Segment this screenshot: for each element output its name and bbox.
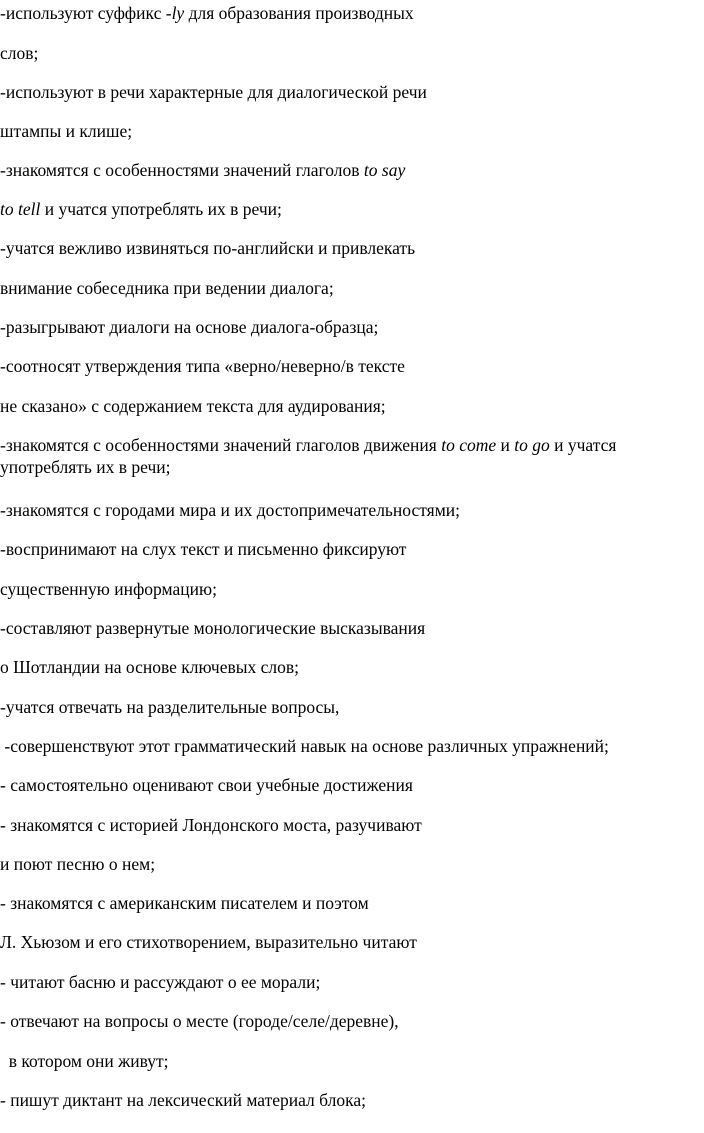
list-item: -учатся отвечать на разделительные вопросы, — [0, 697, 340, 717]
list-item: - знакомятся с историей Лондонского моста, разучивают — [0, 815, 422, 835]
list-item: - пишут диктант на лексический материал блока; — [0, 1090, 366, 1110]
list-item: -знакомятся с особенностями значений глаголов движения to come и to go и учатся употреблять их в речи; — [0, 435, 617, 477]
list-item: to tell и учатся употреблять их в речи; — [0, 199, 282, 219]
list-item: слов; — [0, 43, 39, 63]
list-item: и поют песню о нем; — [0, 854, 156, 874]
list-item: - знакомятся с американским писателем и поэтом — [0, 893, 369, 913]
list-item: -совершенствуют этот грамматический навык на основе различных упражнений; — [0, 736, 609, 756]
list-item: не сказано» с содержанием текста для аудирования; — [0, 396, 386, 416]
list-item: штампы и клише; — [0, 121, 133, 141]
list-item: - самостоятельно оценивают свои учебные достижения — [0, 775, 413, 795]
list-item: -используют в речи характерные для диалогической речи — [0, 82, 427, 102]
list-item: -соотносят утверждения типа «верно/неверно/в тексте — [0, 356, 405, 376]
list-item: Л. Хьюзом и его стихотворением, выразительно читают — [0, 932, 417, 952]
list-item: внимание собеседника при ведении диалога; — [0, 278, 334, 298]
list-item: -составляют развернутые монологические высказывания — [0, 618, 426, 638]
list-item: существенную информацию; — [0, 579, 217, 599]
list-item: -разыгрывают диалоги на основе диалога-образца; — [0, 317, 379, 337]
list-item: -знакомятся с городами мира и их достопримечательностями; — [0, 500, 460, 520]
list-item: о Шотландии на основе ключевых слов; — [0, 657, 299, 677]
list-item: в котором они живут; — [0, 1051, 169, 1071]
list-item: -используют суффикс -ly для образования производных — [0, 3, 414, 23]
list-item: -учатся вежливо извиняться по-английски и привлекать — [0, 238, 416, 258]
list-item: -знакомятся с особенностями значений глаголов to say — [0, 160, 406, 180]
list-item: -воспринимают на слух текст и письменно фиксируют — [0, 539, 407, 559]
list-item: - читают басню и рассуждают о ее морали; — [0, 972, 321, 992]
list-item: - отвечают на вопросы о месте (городе/селе/деревне), — [0, 1011, 399, 1031]
